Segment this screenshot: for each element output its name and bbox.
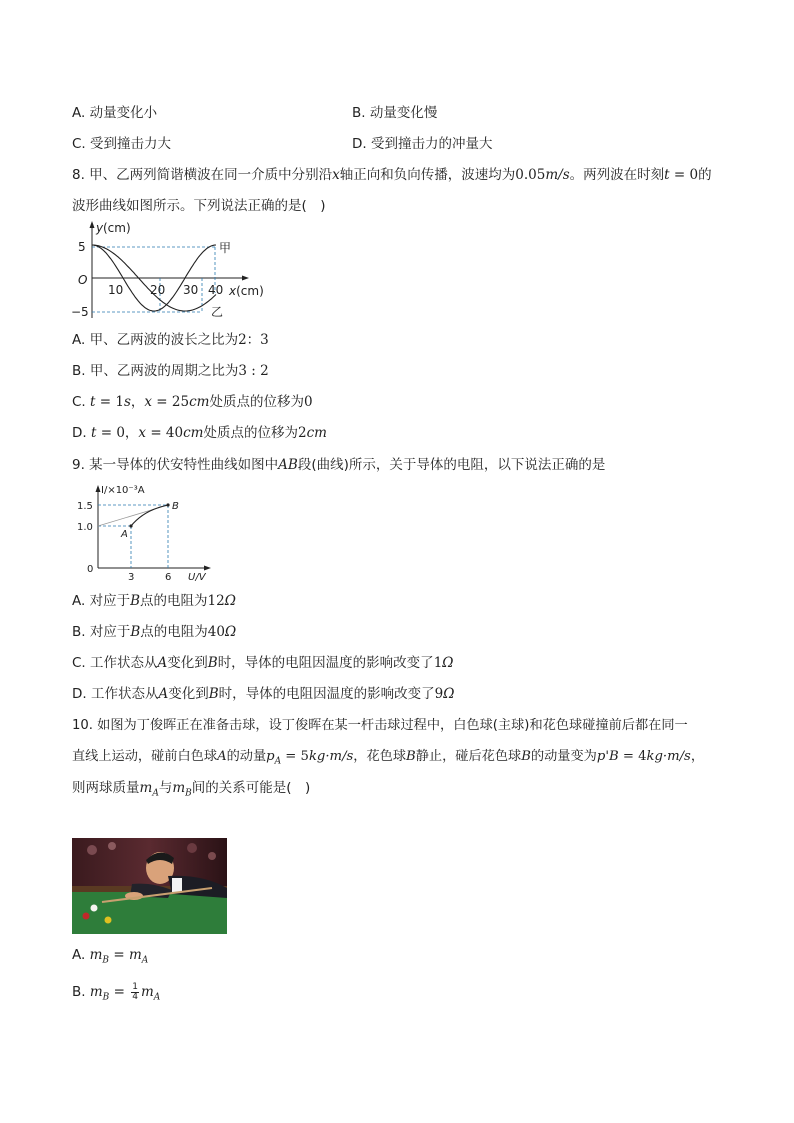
- snooker-photo-art: [72, 838, 227, 934]
- q9-stem: 9. 某一导体的伏安特性曲线如图中AB段(曲线)所示，关于导体的电阻，以下说法正确的是: [72, 457, 606, 473]
- iv-x-axis-arrow: [204, 566, 211, 571]
- wave-jia-label: 甲: [219, 241, 232, 255]
- q8-option-b: B. 甲、乙两波的周期之比为3 : 2: [72, 363, 269, 379]
- wave-x-tick-20: 20: [150, 283, 166, 297]
- q7-option-b: B. 动量变化慢: [352, 105, 438, 121]
- iv-y-axis-arrow: [96, 485, 101, 492]
- q9-option-a: A. 对应于B点的电阻为12Ω: [72, 593, 236, 609]
- q10-stem-line-1: 10. 如图为丁俊晖正在准备击球，设丁俊晖在某一杆击球过程中，白色球(主球)和花色球碰撞前后都在同一: [72, 718, 688, 733]
- wave-y-label: y: [96, 221, 104, 235]
- iv-x-tick-3: 3: [128, 572, 135, 583]
- iv-y-tick-10: 1.0: [77, 522, 93, 533]
- wave-x-label: x(cm): [229, 284, 264, 298]
- wave-figure: [70, 218, 270, 323]
- iv-y-label: I/×10⁻³A: [101, 485, 145, 496]
- wave-x-tick-10: 10: [108, 283, 124, 297]
- q10-option-a: A. $m_B = m_A$: [72, 947, 149, 966]
- wave-x-axis-arrow: [242, 276, 249, 281]
- wave-x-tick-30: 30: [183, 283, 199, 297]
- wave-x-tick-40: 40: [208, 283, 224, 297]
- q9-option-c: C. 工作状态从A变化到B时，导体的电阻因温度的影响改变了1Ω: [72, 655, 454, 671]
- iv-origin: 0: [87, 564, 94, 575]
- q8-option-d: D. t = 0，x = 40cm处质点的位移为2cm: [72, 425, 327, 441]
- iv-label-a: A: [121, 529, 128, 540]
- iv-figure: [72, 480, 222, 585]
- iv-label-b: B: [172, 501, 179, 512]
- q7-option-d: D. 受到撞击力的冲量大: [352, 136, 493, 152]
- q8-option-a: A. 甲、乙两波的波长之比为2：3: [72, 332, 269, 348]
- iv-point-a: [129, 524, 132, 527]
- q10-option-b-fraction: $\frac{1}{4}$: [132, 981, 138, 1002]
- wave-y-axis-arrow: [90, 221, 95, 228]
- wave-yi-label: 乙: [211, 305, 224, 319]
- q8-stem-line-2: 波形曲线如图所示。下列说法正确的是( ): [72, 198, 326, 214]
- q7-option-c: C. 受到撞击力大: [72, 136, 172, 152]
- iv-curve-ab: [131, 505, 168, 526]
- q8-option-c: C. t = 1s，x = 25cm处质点的位移为0: [72, 394, 313, 410]
- iv-y-tick-15: 1.5: [77, 501, 93, 512]
- wave-y-tick-neg5: −5: [71, 305, 89, 319]
- q9-option-d: D. 工作状态从A变化到B时，导体的电阻因温度的影响改变了9Ω: [72, 686, 455, 702]
- iv-x-label: U/V: [188, 572, 206, 583]
- q9-option-b: B. 对应于B点的电阻为40Ω: [72, 624, 237, 640]
- wave-origin: O: [78, 273, 88, 287]
- q10-option-b: B. $m_B$ = $\frac{1}{4}$ $m_A$: [72, 981, 161, 1003]
- wave-y-label-unit: (cm): [103, 221, 131, 235]
- iv-x-tick-6: 6: [165, 572, 172, 583]
- q7-option-a: A. 动量变化小: [72, 105, 158, 121]
- iv-point-b: [166, 503, 169, 506]
- snooker-photo: [72, 838, 227, 934]
- q10-stem-line-3: 则两球质量$m_A$与$m_B$间的关系可能是( ): [72, 780, 311, 799]
- q10-stem-line-2: 直线上运动，碰前白色球A的动量$p_A = 5kg\cdot m/s$，花色球B静止，碰后花色球B的动量变为p'B = 4kg·m/s，: [72, 749, 704, 767]
- q8-stem-line-1: 8. 甲、乙两列简谐横波在同一介质中分别沿x轴正向和负向传播，波速均为0.05m/s。两列波在时刻t = 0的: [72, 167, 712, 183]
- wave-y-tick-5: 5: [78, 240, 86, 254]
